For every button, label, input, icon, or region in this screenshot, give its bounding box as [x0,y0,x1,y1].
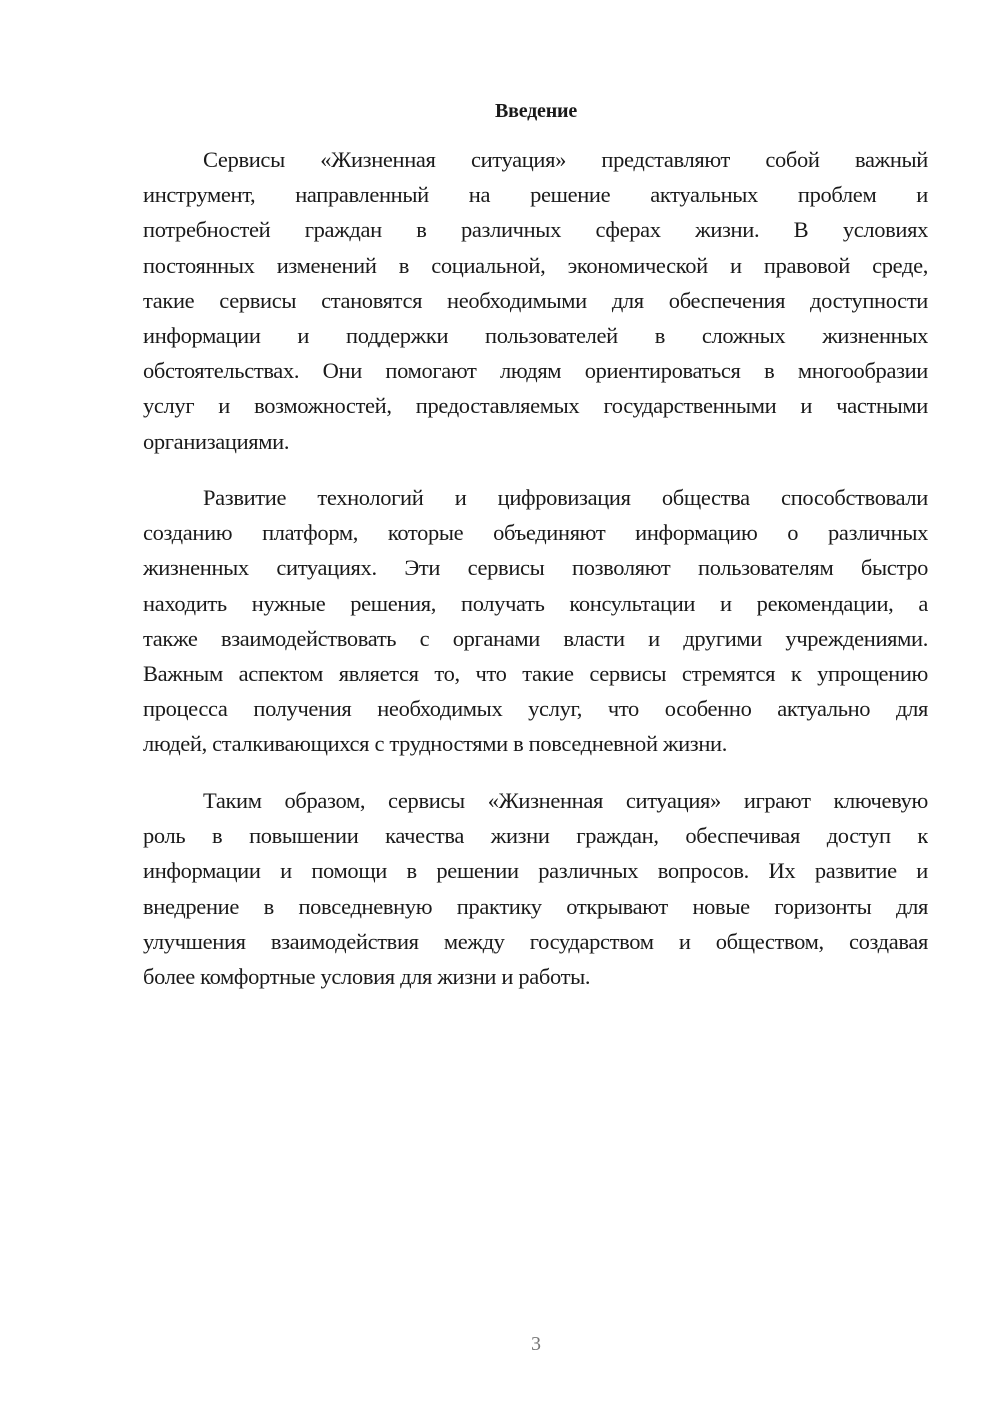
text-line: постоянных изменений в социальной, экономической и правовой среде, [143,252,928,278]
text-line: жизненных ситуациях. Эти сервисы позволяют пользователям быстро [143,555,928,581]
text-line: роль в повышении качества жизни граждан, обеспечивая доступ к [143,823,928,849]
page-number: 3 [531,1333,541,1355]
text-line: находить нужные решения, получать консультации и рекомендации, а [143,590,928,616]
text-line: потребностей граждан в различных сферах жизни. В условиях [143,217,928,243]
text-line: информации и помощи в решении различных вопросов. Их развитие и [143,858,928,884]
text-line: также взаимодействовать с органами власти и другими учреждениями. [143,625,928,651]
text-line: созданию платформ, которые объединяют информацию о различных [143,520,928,546]
paragraph-3 [143,783,928,994]
paragraph-2 [143,480,928,762]
text-line: Сервисы «Жизненная ситуация» представляют собой важный [203,147,928,172]
text-line: людей, сталкивающихся с трудностями в повседневной жизни. [143,731,728,757]
text-line: инструмент, направленный на решение актуальных проблем и [143,182,928,208]
text-line: Развитие технологий и цифровизация общества способствовали [203,485,928,510]
text-line: Важным аспектом является то, что такие сервисы стремятся к упрощению [143,660,928,686]
text-line: процесса получения необходимых услуг, что особенно актуально для [143,696,928,722]
text-line: внедрение в повседневную практику открывают новые горизонты для [143,893,928,919]
paragraph-1 [143,142,928,459]
section-heading: Введение [494,100,578,122]
text-line: Таким образом, сервисы «Жизненная ситуация» играют ключевую [203,788,928,813]
text-line: улучшения взаимодействия между государством и обществом, создавая [143,928,928,954]
text-line: организациями. [143,428,290,454]
text-line: услуг и возможностей, предоставляемых государственными и частными [143,393,928,419]
text-line: информации и поддержки пользователей в сложных жизненных [143,322,928,348]
text-line: такие сервисы становятся необходимыми для обеспечения доступности [143,287,928,313]
text-line: обстоятельствах. Они помогают людям ориентироваться в многообразии [143,358,928,384]
text-line: более комфортные условия для жизни и работы. [143,963,591,989]
